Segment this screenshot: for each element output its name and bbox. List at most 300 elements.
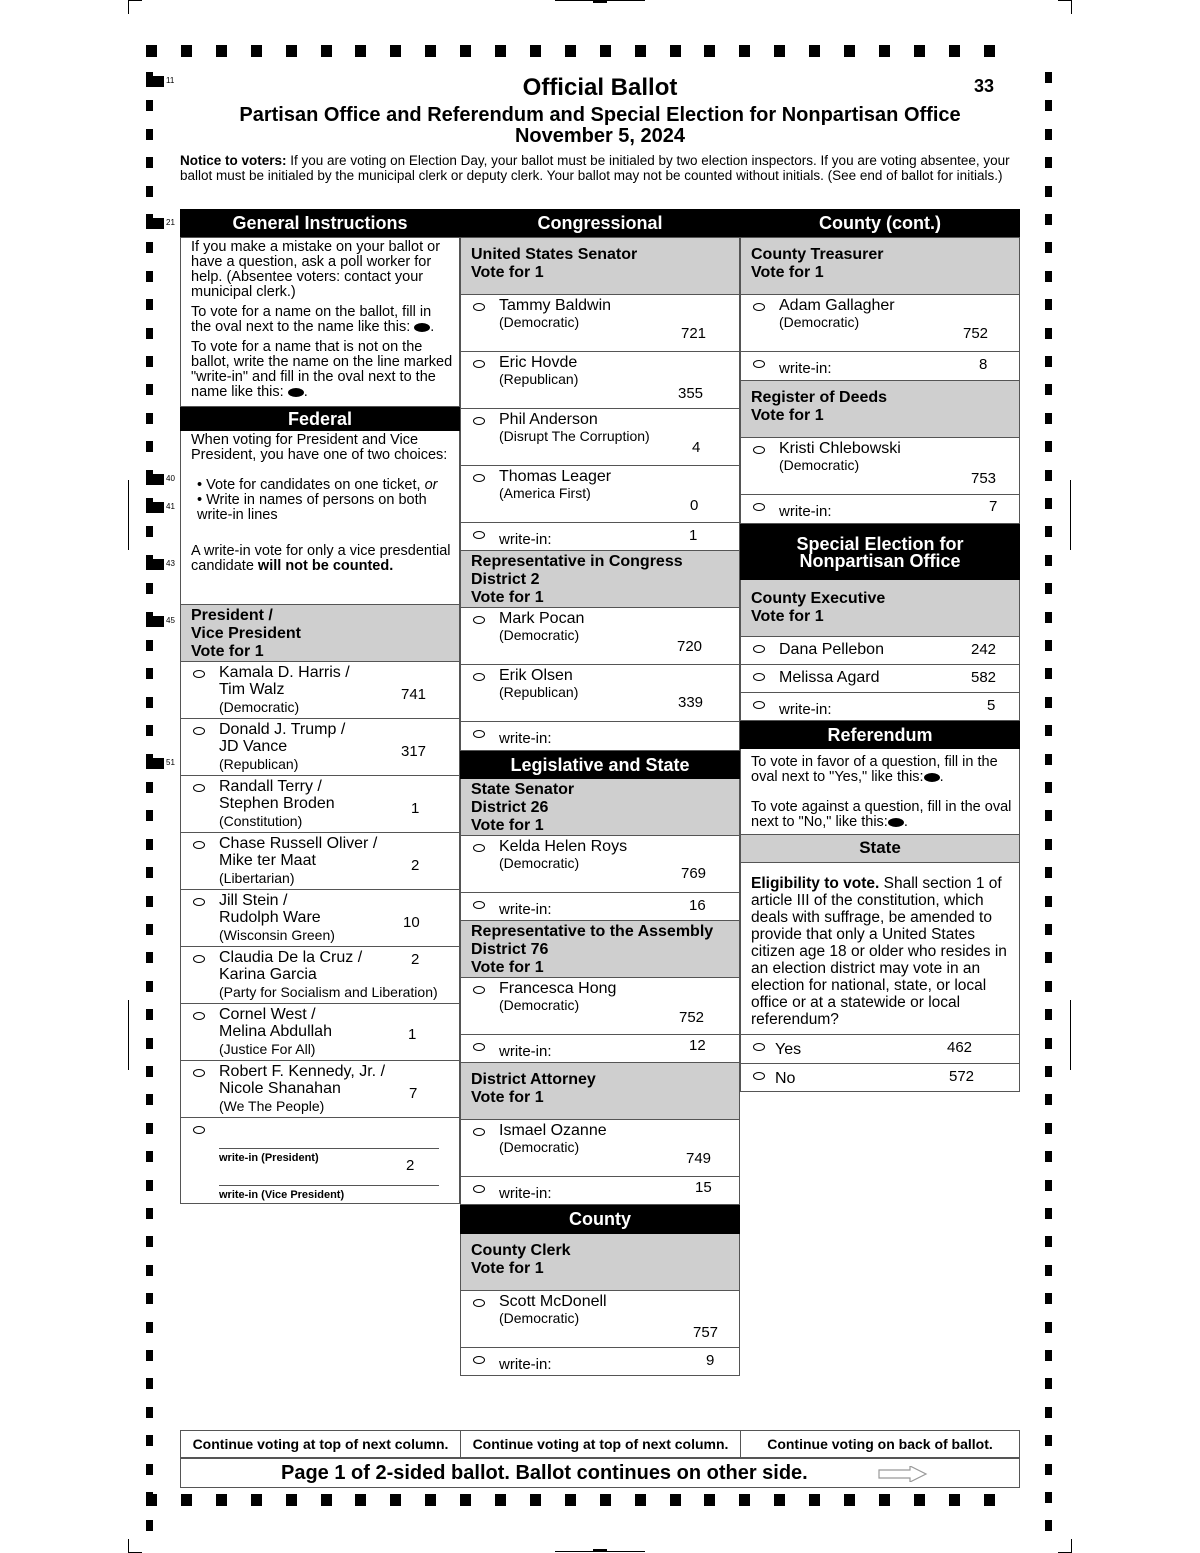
referendum-yes-instruction <box>751 755 1015 785</box>
notice-text: If you are voting on Election Day, your ballot must be initialed by two election inspectors. If you are voting absentee, your ballot must be initialed by the municipal clerk or deputy clerk. Your ballot may not be counted without initials. (See end of ballot for initials.) <box>180 153 1010 183</box>
timing-mark <box>146 583 153 594</box>
timing-mark <box>1045 810 1052 821</box>
timing-mark <box>1045 981 1052 992</box>
vice-president-name: Mike ter Maat <box>219 852 316 869</box>
oval[interactable] <box>473 730 485 738</box>
vote-count: 10 <box>403 914 420 931</box>
timing-mark <box>216 1494 227 1506</box>
vote-for-label: Vote for 1 <box>751 264 824 281</box>
timing-mark <box>146 1378 153 1389</box>
state-header: State <box>740 835 1020 863</box>
timing-mark <box>146 1407 153 1418</box>
timing-mark <box>635 45 646 57</box>
timing-mark <box>146 1066 153 1077</box>
timing-mark <box>146 271 153 282</box>
federal-vp-warning-text: A write-in vote for only a vice presdential candidate <box>191 543 451 574</box>
federal-instruction-text: When voting for President and Vice President, you have one of two choices: <box>191 432 448 463</box>
oval[interactable] <box>193 1012 205 1020</box>
timing-mark <box>146 839 153 850</box>
ticket-row[interactable] <box>180 890 460 947</box>
office-header-assembly <box>460 921 740 978</box>
timing-mark <box>146 1236 153 1247</box>
timing-mark <box>774 45 785 57</box>
timing-mark <box>216 45 227 57</box>
timing-mark <box>146 1322 153 1333</box>
candidate-party: (America First) <box>499 485 591 501</box>
timing-mark <box>1045 1066 1052 1077</box>
timing-mark <box>146 502 164 513</box>
timing-mark <box>530 45 541 57</box>
ticket-row[interactable] <box>180 833 460 890</box>
vote-for-label: Vote for 1 <box>471 959 544 976</box>
ticket-row[interactable] <box>180 1004 460 1061</box>
timing-mark <box>425 45 436 57</box>
timing-mark <box>1045 242 1052 253</box>
referendum-instructions <box>740 749 1020 835</box>
question-title: Eligibility to vote. <box>751 875 880 892</box>
timing-mark <box>390 1494 401 1506</box>
president-name: Randall Terry / <box>219 778 322 795</box>
timing-mark <box>1045 1038 1052 1049</box>
timing-mark <box>146 725 153 736</box>
candidate-party: (Republican) <box>219 756 299 772</box>
footer-continue-col2: Continue voting at top of next column. <box>460 1430 741 1458</box>
section-header-federal: Federal <box>180 407 460 431</box>
timing-mark <box>1045 867 1052 878</box>
candidate-row[interactable] <box>460 1120 740 1177</box>
column-header: General Instructions <box>180 209 460 238</box>
timing-mark <box>146 526 153 537</box>
write-in-label: write-in: <box>779 360 832 377</box>
ticket-row[interactable] <box>180 662 460 719</box>
timing-mark <box>1045 697 1052 708</box>
timing-mark <box>1045 668 1052 679</box>
ticket-row[interactable] <box>180 719 460 776</box>
timing-number: 40 <box>166 474 175 483</box>
write-in-label: write-in: <box>499 1043 552 1060</box>
oval[interactable] <box>193 1126 205 1134</box>
candidate-row[interactable] <box>460 608 740 665</box>
candidate-name: Kristi Chlebowski <box>779 440 901 457</box>
timing-mark <box>1045 640 1052 651</box>
timing-mark <box>251 45 262 57</box>
oval[interactable] <box>753 673 765 681</box>
vote-for-label: Vote for 1 <box>471 264 544 281</box>
write-in-line[interactable] <box>219 1148 439 1149</box>
timing-mark <box>146 186 153 197</box>
oval[interactable] <box>753 1072 765 1080</box>
ticket-row[interactable] <box>180 1061 460 1118</box>
candidate-row[interactable] <box>740 438 1020 495</box>
district-label: District 2 <box>471 571 540 588</box>
vote-count: 721 <box>681 325 707 342</box>
candidate-party: (Disrupt The Corruption) <box>499 428 650 444</box>
timing-mark <box>1045 1435 1052 1446</box>
timing-mark <box>844 45 855 57</box>
vice-president-name: Rudolph Ware <box>219 909 321 926</box>
office-title: Representative in Congress <box>471 553 683 570</box>
timing-mark <box>635 1494 646 1506</box>
timing-mark <box>181 45 192 57</box>
vote-count: 752 <box>679 1009 705 1026</box>
write-in-row[interactable] <box>460 1177 740 1205</box>
write-in-line[interactable] <box>219 1185 439 1186</box>
president-name: Robert F. Kennedy, Jr. / <box>219 1063 386 1080</box>
candidate-row[interactable] <box>460 836 740 893</box>
timing-mark <box>146 413 153 424</box>
timing-mark <box>670 1494 681 1506</box>
write-in-row[interactable] <box>740 495 1020 524</box>
timing-number: 51 <box>166 758 175 767</box>
write-in-label: write-in: <box>779 503 832 520</box>
timing-mark <box>1045 413 1052 424</box>
referendum-question <box>740 863 1020 1035</box>
candidate-name: Thomas Leager <box>499 468 612 485</box>
oval[interactable] <box>753 446 765 454</box>
timing-mark <box>355 45 366 57</box>
timing-mark <box>1045 186 1052 197</box>
vice-president-name: Melina Abdullah <box>219 1023 332 1040</box>
timing-mark <box>1045 1293 1052 1304</box>
punctuation: . <box>303 384 308 400</box>
candidate-row[interactable] <box>740 637 1020 665</box>
referendum-no-row[interactable] <box>740 1064 1020 1092</box>
oval[interactable] <box>193 727 205 735</box>
candidate-party: (Democratic) <box>499 1310 580 1326</box>
oval[interactable] <box>473 360 485 368</box>
candidate-party: (Republican) <box>499 371 579 387</box>
election-date: November 5, 2024 <box>514 125 686 147</box>
vote-count: 2 <box>406 1157 415 1174</box>
timing-mark <box>1045 384 1052 395</box>
filled-oval-icon <box>888 818 904 827</box>
candidate-row[interactable] <box>460 295 740 352</box>
write-in-row[interactable] <box>460 523 740 551</box>
ticket-row[interactable] <box>180 776 460 833</box>
timing-mark <box>670 45 681 57</box>
write-in-row[interactable] <box>460 893 740 921</box>
oval[interactable] <box>753 303 765 311</box>
timing-mark <box>146 157 153 168</box>
candidate-party: (Democratic) <box>499 314 580 330</box>
referendum-no-instruction <box>751 800 1015 830</box>
vote-count: 1 <box>408 1026 417 1043</box>
oval[interactable] <box>193 841 205 849</box>
timing-mark <box>146 474 164 485</box>
vote-count: 0 <box>690 497 699 514</box>
timing-mark <box>146 559 164 570</box>
timing-mark <box>146 1350 153 1361</box>
oval[interactable] <box>193 784 205 792</box>
vote-count: 720 <box>677 638 703 655</box>
timing-mark <box>809 45 820 57</box>
write-in-row[interactable] <box>460 1035 740 1063</box>
federal-vp-warning <box>191 544 455 574</box>
candidate-row[interactable] <box>740 665 1020 693</box>
oval[interactable] <box>473 1128 485 1136</box>
ballot-title: Official Ballot <box>522 74 678 101</box>
timing-mark <box>984 45 995 57</box>
oval[interactable] <box>753 360 765 368</box>
timing-mark <box>1045 1492 1052 1503</box>
write-in-label: write-in: <box>779 701 832 718</box>
timing-number: 41 <box>166 502 175 511</box>
candidate-party: (Democratic) <box>779 457 860 473</box>
instruction-write-in-text: To vote for a name that is not on the ballot, write the name on the line marked "write-in" and fill in the oval next to the name like this: <box>191 339 453 400</box>
write-in-label: write-in: <box>499 1185 552 1202</box>
timing-mark <box>1045 583 1052 594</box>
timing-mark <box>146 640 153 651</box>
timing-mark <box>146 356 153 367</box>
timing-mark <box>1045 356 1052 367</box>
arrow-right-icon <box>878 1466 928 1482</box>
candidate-party: (Democratic) <box>499 997 580 1013</box>
timing-mark <box>460 1494 471 1506</box>
timing-mark <box>146 810 153 821</box>
oval[interactable] <box>473 303 485 311</box>
timing-mark <box>1045 612 1052 623</box>
vote-count: 2 <box>411 857 420 874</box>
candidate-row[interactable] <box>740 295 1020 352</box>
timing-mark <box>146 1009 153 1020</box>
vote-for-label: Vote for 1 <box>471 1260 544 1277</box>
vote-for-label: Vote for 1 <box>751 608 824 625</box>
write-in-row[interactable] <box>460 722 740 751</box>
timing-mark <box>1045 1407 1052 1418</box>
oval[interactable] <box>193 670 205 678</box>
write-in-label: write-in: <box>499 531 552 548</box>
timing-mark <box>704 45 715 57</box>
oval[interactable] <box>473 531 485 539</box>
candidate-row[interactable] <box>460 466 740 523</box>
federal-option-ticket-text: • Vote for candidates on one ticket, <box>197 477 421 493</box>
timing-mark <box>1045 1464 1052 1475</box>
oval[interactable] <box>473 1185 485 1193</box>
vote-count: 753 <box>971 470 997 487</box>
filled-oval-icon <box>288 388 304 397</box>
vote-count: 9 <box>706 1352 715 1369</box>
oval[interactable] <box>473 673 485 681</box>
oval[interactable] <box>473 417 485 425</box>
office-header-senator <box>460 238 740 295</box>
instruction-write-in <box>191 340 455 400</box>
timing-mark <box>355 1494 366 1506</box>
timing-mark <box>600 45 611 57</box>
referendum-yes-row[interactable] <box>740 1035 1020 1064</box>
office-header-county-treasurer <box>740 238 1020 295</box>
oval[interactable] <box>753 701 765 709</box>
vote-count: 2 <box>411 951 420 968</box>
timing-mark <box>425 1494 436 1506</box>
notice-label: Notice to voters: <box>180 153 287 168</box>
ticket-row[interactable] <box>180 947 460 1004</box>
vote-count: 5 <box>987 697 996 714</box>
president-name: Donald J. Trump / <box>219 721 346 738</box>
timing-mark <box>146 616 164 627</box>
candidate-name: Kelda Helen Roys <box>499 838 628 855</box>
timing-mark <box>1045 725 1052 736</box>
vote-count: 8 <box>979 356 988 373</box>
timing-mark <box>146 867 153 878</box>
oval[interactable] <box>473 616 485 624</box>
candidate-row[interactable] <box>460 665 740 722</box>
punctuation: . <box>903 814 908 830</box>
no-label: No <box>775 1070 796 1087</box>
oval[interactable] <box>473 1043 485 1051</box>
timing-mark <box>565 1494 576 1506</box>
timing-mark <box>1045 839 1052 850</box>
instruction-mistake: If you make a mistake on your ballot or have a question, ask a poll worker for help. (Absentee voters: contact your municipal clerk.) <box>191 239 441 300</box>
timing-mark <box>251 1494 262 1506</box>
write-in-row[interactable] <box>740 693 1020 721</box>
oval[interactable] <box>753 1043 765 1051</box>
vote-count: 741 <box>401 686 427 703</box>
candidate-name: Tammy Baldwin <box>499 297 612 314</box>
timing-mark <box>495 45 506 57</box>
timing-mark <box>565 45 576 57</box>
oval[interactable] <box>753 503 765 511</box>
vote-count: 355 <box>678 385 704 402</box>
timing-mark <box>286 1494 297 1506</box>
timing-mark <box>146 1520 153 1531</box>
oval[interactable] <box>473 986 485 994</box>
timing-mark <box>146 758 164 769</box>
candidate-party: (Democratic) <box>779 314 860 330</box>
timing-mark <box>1045 271 1052 282</box>
vice-president-name: Stephen Broden <box>219 795 335 812</box>
timing-mark <box>146 1123 153 1134</box>
timing-number: 11 <box>166 76 175 85</box>
candidate-name: Adam Gallagher <box>779 297 895 314</box>
timing-mark <box>1045 1094 1052 1105</box>
candidate-party: (Justice For All) <box>219 1041 316 1057</box>
vote-count: 12 <box>689 1037 706 1054</box>
office-header-state-senator <box>460 779 740 836</box>
page-note-box <box>180 1458 1020 1488</box>
timing-mark <box>1045 1236 1052 1247</box>
timing-mark <box>1045 924 1052 935</box>
timing-mark <box>321 45 332 57</box>
candidate-name: Eric Hovde <box>499 354 578 371</box>
office-header-congress <box>460 551 740 608</box>
timing-mark <box>774 1494 785 1506</box>
timing-mark <box>1045 952 1052 963</box>
column-congressional <box>460 209 740 1376</box>
oval[interactable] <box>473 474 485 482</box>
timing-mark <box>146 1151 153 1162</box>
timing-mark <box>1045 555 1052 566</box>
timing-mark <box>286 45 297 57</box>
president-name: Chase Russell Oliver / <box>219 835 378 852</box>
timing-mark <box>1045 754 1052 765</box>
timing-mark <box>1045 441 1052 452</box>
timing-mark <box>1045 1180 1052 1191</box>
timing-mark <box>390 45 401 57</box>
section-header-county: County <box>460 1205 740 1234</box>
oval[interactable] <box>193 898 205 906</box>
president-name: Jill Stein / <box>219 892 288 909</box>
vote-count: 16 <box>689 897 706 914</box>
vote-count: 757 <box>693 1324 719 1341</box>
referendum-no-instruction-text: To vote against a question, fill in the oval next to "No," like this: <box>751 799 1012 830</box>
timing-mark <box>146 782 153 793</box>
candidate-party: (Democratic) <box>499 855 580 871</box>
timing-mark <box>146 328 153 339</box>
timing-mark <box>704 1494 715 1506</box>
timing-mark <box>1045 157 1052 168</box>
oval[interactable] <box>193 955 205 963</box>
timing-mark <box>495 1494 506 1506</box>
timing-mark <box>146 952 153 963</box>
vice-president-name: JD Vance <box>219 738 288 755</box>
candidate-party: (Wisconsin Green) <box>219 927 335 943</box>
timing-mark <box>321 1494 332 1506</box>
write-in-president-label: write-in (President) <box>219 1152 319 1164</box>
office-title: District Attorney <box>471 1071 596 1088</box>
write-in-row[interactable] <box>740 352 1020 381</box>
president-name: Kamala D. Harris / <box>219 664 350 681</box>
oval[interactable] <box>473 1356 485 1364</box>
timing-mark <box>1045 1350 1052 1361</box>
write-in-row[interactable] <box>460 1348 740 1376</box>
timing-mark <box>146 299 153 310</box>
timing-number: 43 <box>166 559 175 568</box>
candidate-row[interactable] <box>460 409 740 466</box>
candidate-row[interactable] <box>460 978 740 1035</box>
candidate-row[interactable] <box>460 1291 740 1348</box>
oval[interactable] <box>473 901 485 909</box>
vice-president-name: Tim Walz <box>219 681 285 698</box>
oval[interactable] <box>193 1069 205 1077</box>
notice-to-voters <box>180 153 1010 183</box>
vote-count: 4 <box>692 439 701 456</box>
oval[interactable] <box>473 844 485 852</box>
oval[interactable] <box>473 1299 485 1307</box>
section-header-referendum: Referendum <box>740 721 1020 749</box>
column-header: Congressional <box>460 209 740 238</box>
timing-mark <box>1045 214 1052 225</box>
candidate-party: (We The People) <box>219 1098 325 1114</box>
timing-mark <box>146 1492 153 1503</box>
timing-mark <box>146 242 153 253</box>
timing-mark <box>146 384 153 395</box>
office-title: Register of Deeds <box>751 389 888 406</box>
timing-number: 45 <box>166 616 175 625</box>
vote-count: 7 <box>989 498 998 515</box>
timing-mark <box>1045 526 1052 537</box>
president-write-in-row[interactable] <box>180 1118 460 1204</box>
vote-count: 317 <box>401 743 427 760</box>
oval[interactable] <box>753 645 765 653</box>
candidate-party: (Party for Socialism and Liberation) <box>219 984 438 1000</box>
ballot-subtitle: Partisan Office and Referendum and Special Election for Nonpartisan Office <box>239 104 961 126</box>
timing-mark <box>146 45 157 57</box>
office-title-line2: Vice President <box>191 625 301 642</box>
timing-mark <box>146 1435 153 1446</box>
vote-count: 752 <box>963 325 989 342</box>
timing-mark <box>600 1494 611 1506</box>
candidate-name: Scott McDonell <box>499 1293 607 1310</box>
office-header-register-of-deeds <box>740 381 1020 438</box>
candidate-row[interactable] <box>460 352 740 409</box>
timing-mark <box>146 896 153 907</box>
timing-mark <box>146 1265 153 1276</box>
timing-mark <box>530 1494 541 1506</box>
instruction-fill-oval <box>191 305 455 335</box>
footer-continue-col3: Continue voting on back of ballot. <box>740 1430 1020 1458</box>
vice-president-name: Karina Garcia <box>219 966 317 983</box>
timing-mark <box>146 1038 153 1049</box>
